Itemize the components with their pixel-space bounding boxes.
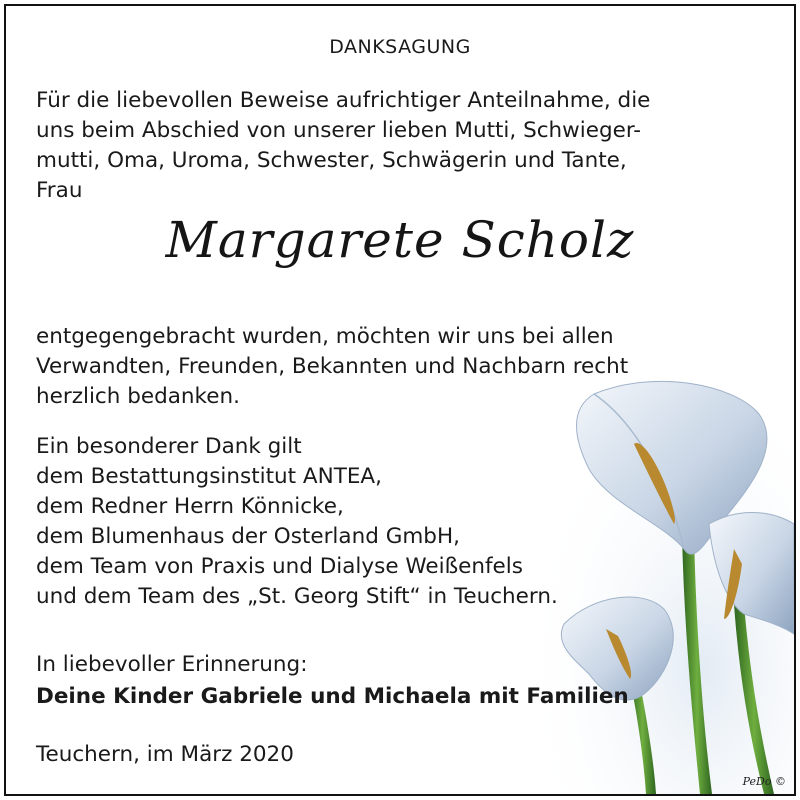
calla-lily-image xyxy=(534,374,794,794)
heading: DANKSAGUNG xyxy=(329,36,471,58)
body-line: Verwandten, Freunden, Bekannten und Nachbarn recht xyxy=(36,354,629,379)
special-thanks-line: dem Team von Praxis und Dialyse Weißenfels xyxy=(36,554,523,579)
thanks-paragraph xyxy=(36,322,756,412)
intro-line: Frau xyxy=(36,178,83,203)
intro-paragraph xyxy=(36,86,756,206)
body-line: herzlich bedanken. xyxy=(36,384,240,409)
intro-line: uns beim Abschied von unserer lieben Mutti, Schwieger- xyxy=(36,118,642,143)
intro-line: Für die liebevollen Beweise aufrichtiger Anteilnahme, die xyxy=(36,88,651,113)
place-date: Teuchern, im März 2020 xyxy=(36,742,294,767)
body-line: entgegengebracht wurden, möchten wir uns bei allen xyxy=(36,324,614,349)
special-thanks-line: Ein besonderer Dank gilt xyxy=(36,434,302,459)
family-signature: Deine Kinder Gabriele und Michaela mit Familien xyxy=(36,684,629,709)
special-thanks-line: und dem Team des „St. Georg Stift“ in Teuchern. xyxy=(36,584,558,609)
special-thanks-line: dem Redner Herrn Könnicke, xyxy=(36,494,344,519)
intro-line: mutti, Oma, Uroma, Schwester, Schwägerin und Tante, xyxy=(36,148,627,173)
remembrance-line: In liebevoller Erinnerung: xyxy=(36,652,308,677)
special-thanks-line: dem Bestattungsinstitut ANTEA, xyxy=(36,464,382,489)
obituary-notice xyxy=(4,4,796,796)
special-thanks-list xyxy=(36,432,558,612)
special-thanks-line: dem Blumenhaus der Osterland GmbH, xyxy=(36,524,460,549)
designer-signature: PeDo © xyxy=(742,775,786,788)
deceased-name: Margarete Scholz xyxy=(165,211,635,269)
